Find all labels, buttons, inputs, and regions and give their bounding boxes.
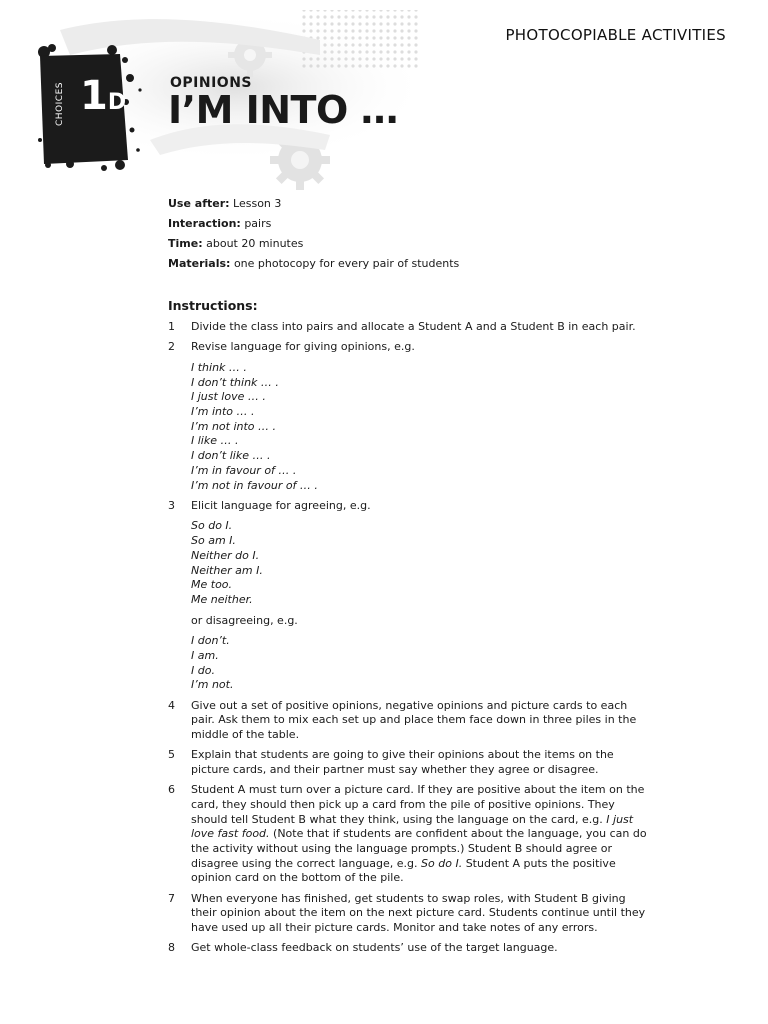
example-phrase: I just love … . bbox=[191, 390, 266, 404]
meta-label: Interaction: bbox=[168, 217, 241, 230]
example-phrase: I like … . bbox=[191, 434, 239, 448]
meta-label: Time: bbox=[168, 237, 203, 250]
meta-value: about 20 minutes bbox=[206, 237, 304, 250]
meta-label: Use after: bbox=[168, 197, 230, 210]
badge-number: 1 bbox=[80, 73, 108, 119]
step-text: Elicit language for agreeing, e.g. bbox=[191, 498, 371, 512]
meta-value: pairs bbox=[244, 217, 272, 230]
badge-code bbox=[80, 73, 127, 119]
step-text: Give out a set of positive opinions, negative opinions and picture cards to each pair. Ask them to mix each set up and place them face down in three piles in the middle of the table. bbox=[191, 698, 637, 742]
example-phrase: I’m in favour of … . bbox=[191, 463, 297, 477]
instruction-step bbox=[168, 320, 648, 335]
category-label: OPINIONS bbox=[170, 75, 252, 91]
example-phrase: I don’t think … . bbox=[191, 375, 279, 389]
step-number: 1 bbox=[168, 320, 175, 333]
opinion-examples bbox=[191, 361, 648, 493]
example-phrase: So am I. bbox=[191, 534, 236, 548]
example-phrase: I don’t. bbox=[191, 634, 230, 648]
meta-label: Materials: bbox=[168, 257, 231, 270]
meta-use-after bbox=[168, 196, 459, 216]
example-phrase: I don’t like … . bbox=[191, 449, 271, 463]
step-text bbox=[191, 783, 647, 884]
example-phrase: I’m not. bbox=[191, 678, 234, 692]
disagreeing-examples bbox=[191, 634, 648, 693]
example-phrase: Me too. bbox=[191, 578, 233, 592]
step-number: 8 bbox=[168, 941, 175, 955]
step-example-italic: I just love fast food. bbox=[191, 812, 634, 841]
step-text: Revise language for giving opinions, e.g. bbox=[191, 340, 415, 354]
example-phrase: I’m into … . bbox=[191, 405, 255, 419]
agreeing-examples bbox=[191, 519, 648, 607]
meta-materials bbox=[168, 256, 459, 276]
step-text: Explain that students are going to give their opinions about the items on the picture cards, and their partner must say whether they agree or disagree. bbox=[191, 748, 614, 776]
step-text-part: Student A puts the positive opinion card on the bottom of the pile. bbox=[191, 856, 616, 885]
instruction-step bbox=[168, 499, 648, 693]
example-phrase: I am. bbox=[191, 649, 219, 663]
step-number: 6 bbox=[168, 783, 175, 797]
example-phrase: I think … . bbox=[191, 360, 247, 374]
page-title: I’M INTO … bbox=[168, 88, 399, 132]
instruction-step bbox=[168, 699, 648, 743]
instruction-step bbox=[168, 892, 648, 936]
instruction-step bbox=[168, 783, 648, 886]
instruction-step bbox=[168, 748, 648, 777]
example-phrase: So do I. bbox=[191, 519, 233, 533]
step-text-part: Student A must turn over a picture card. If they are positive about the item on the card, they should then pick up a card from the pile of positive opinions. They should tell Student B what they think, using the language on the card, e.g. bbox=[191, 783, 645, 826]
step-number: 3 bbox=[168, 498, 175, 512]
step-number: 5 bbox=[168, 748, 175, 762]
meta-interaction bbox=[168, 216, 459, 236]
step-number: 2 bbox=[168, 340, 175, 354]
instruction-step bbox=[168, 340, 648, 493]
badge-letter: D bbox=[107, 90, 127, 115]
example-phrase: I’m not in favour of … . bbox=[191, 478, 318, 492]
example-phrase: I’m not into … . bbox=[191, 419, 277, 433]
step-number: 4 bbox=[168, 698, 175, 712]
example-phrase: I do. bbox=[191, 663, 215, 677]
activity-meta bbox=[168, 196, 459, 276]
meta-time bbox=[168, 236, 459, 256]
instruction-step bbox=[168, 941, 648, 956]
example-phrase: Me neither. bbox=[191, 592, 253, 606]
meta-value: Lesson 3 bbox=[233, 197, 282, 210]
step-text: or disagreeing, e.g. bbox=[191, 613, 298, 627]
badge-series-label: CHOICES bbox=[55, 82, 65, 126]
step-example-italic: So do I. bbox=[421, 856, 463, 870]
step-text: Divide the class into pairs and allocate a Student A and a Student B in each pair. bbox=[191, 320, 636, 333]
example-phrase: Neither do I. bbox=[191, 548, 260, 562]
step-text-part: (Note that if students are confident about the language, you can do the activity without using the language prompts.) Student B should agree or disagree using the correct language, e.g. bbox=[191, 827, 647, 870]
section-label: PHOTOCOPIABLE ACTIVITIES bbox=[505, 26, 726, 44]
step-text: When everyone has finished, get students to swap roles, with Student B giving their opinion about the item on the next picture card. Students continue until they have used up all their picture cards. Monitor and take notes of any errors. bbox=[191, 891, 646, 935]
step-number: 7 bbox=[168, 891, 175, 905]
step-text: Get whole-class feedback on students’ use of the target language. bbox=[191, 941, 558, 955]
instructions-heading: Instructions: bbox=[168, 298, 258, 313]
instruction-steps bbox=[168, 320, 648, 961]
example-phrase: Neither am I. bbox=[191, 563, 263, 577]
meta-value: one photocopy for every pair of students bbox=[233, 257, 460, 270]
